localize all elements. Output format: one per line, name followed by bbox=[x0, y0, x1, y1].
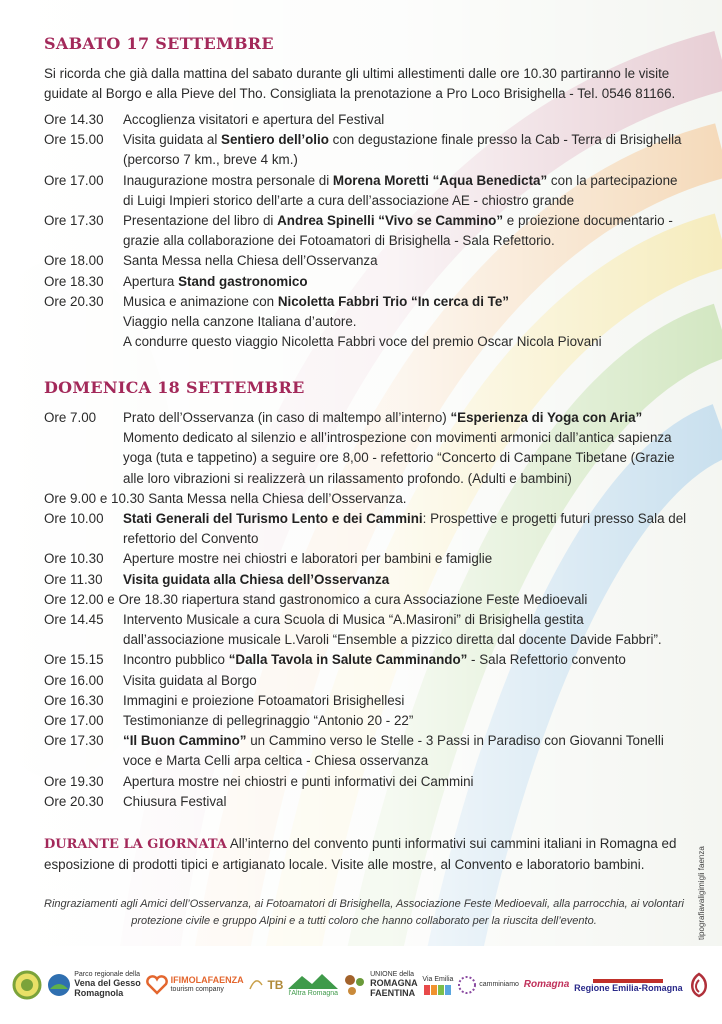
logo-romagna: Romagna bbox=[523, 979, 570, 990]
event-time: Ore 7.00 bbox=[44, 410, 97, 425]
schedule-row bbox=[44, 671, 688, 691]
schedule-row bbox=[44, 130, 688, 170]
event-description: Prato dell’Osservanza (in caso di maltempo all’interno) “Esperienza di Yoga con Aria” Momento dedicato al silenzio e all’introspezione con movimenti armonici dall’antica sapienza yoga (tuta e tappetino) a seguire ore 8,00 - refettorio “Concerto di Campane Tibetane (Grazie alle loro vibrazioni si realizzerà un rilassamento profondo. (Adulti e bambini) bbox=[123, 410, 675, 486]
event-time: Ore 17.00 bbox=[44, 172, 104, 188]
schedule-row bbox=[44, 772, 688, 792]
grid-icon bbox=[424, 985, 452, 995]
event-highlight: “Esperienza di Yoga con Aria” bbox=[450, 410, 643, 425]
event-description: Musica e animazione con Nicoletta Fabbri Trio “In cerca di Te” Viaggio nella canzone Italiana d’autore. A condurre questo viaggio Nicoletta Fabbri voce del premio Oscar Nicola Piovani bbox=[123, 293, 602, 350]
event-highlight: Morena Moretti “Aqua Benedicta” bbox=[332, 172, 548, 188]
event-time: Ore 17.30 bbox=[44, 213, 104, 229]
park-icon bbox=[47, 973, 71, 997]
mountain-icon bbox=[288, 973, 338, 989]
during-text: All’interno del convento punti informativi sui cammini italiani in Romagna ed esposizione di prodotti tipici e artigianato locale. Visite alle mostre, al Convento e laboratorio bambini. bbox=[44, 836, 677, 873]
schedule-row bbox=[44, 408, 688, 489]
logo-unione-romagna-faentina: UNIONE della ROMAGNA FAENTINA bbox=[343, 971, 418, 999]
schedule-row bbox=[44, 711, 688, 731]
schedule-row bbox=[44, 509, 688, 549]
event-time: Ore 15.00 bbox=[44, 132, 104, 148]
sunday-schedule bbox=[44, 408, 688, 812]
event-description: Inaugurazione mostra personale di Morena Moretti “Aqua Benedicta” con la partecipazione di Luigi Impieri storico dell’arte a cura dell’associazione AE - chiostro grande bbox=[123, 172, 678, 208]
badge-icon bbox=[12, 970, 42, 1000]
event-highlight: Sentiero dell’olio bbox=[221, 132, 329, 148]
event-text: Visita guidata al Borgo bbox=[123, 672, 257, 688]
event-time: Ore 18.30 bbox=[44, 273, 104, 289]
schedule-row bbox=[44, 570, 688, 590]
event-time: Ore 19.30 bbox=[44, 773, 104, 789]
event-highlight: Stand gastronomico bbox=[178, 273, 308, 289]
schedule-row bbox=[44, 251, 688, 271]
schedule-row bbox=[44, 590, 688, 610]
regione-bar-icon bbox=[593, 979, 663, 983]
event-text: Apertura mostre nei chiostri e punti informativi dei Cammini bbox=[123, 773, 474, 789]
event-time: Ore 16.00 bbox=[44, 672, 104, 688]
logo-via-emilia: Via Emilia bbox=[422, 976, 453, 995]
event-highlight: “Il Buon Cammino” bbox=[123, 733, 247, 749]
event-text: Testimonianze di pellegrinaggio “Antonio 20 - 22” bbox=[123, 713, 414, 729]
event-time: Ore 20.30 bbox=[44, 793, 104, 809]
logo-vena-del-gesso: Parco regionale della Vena del Gesso Romagnola bbox=[47, 971, 141, 999]
event-time: Ore 16.30 bbox=[44, 692, 104, 708]
event-time: Ore 10.30 bbox=[44, 551, 104, 567]
logo-regione-emilia-romagna: Regione Emilia-Romagna bbox=[574, 979, 683, 992]
event-description: Apertura Stand gastronomico bbox=[123, 273, 308, 289]
event-time: Ore 17.00 bbox=[44, 713, 104, 729]
event-text: Intervento Musicale a cura Scuola di Musica “A.Masironi” di Brisighella gestita dall’associazione musicale L.Varoli “Ensemble a pizzico diretta dal docente Davide Fabbri”. bbox=[123, 612, 662, 648]
schedule-row bbox=[44, 650, 688, 670]
logo-altra-romagna: l'Altra Romagna bbox=[288, 973, 338, 998]
logo-camminiamo: camminiamo bbox=[458, 976, 519, 994]
event-time: Ore 17.30 bbox=[44, 733, 104, 749]
schedule-row bbox=[44, 211, 688, 251]
event-highlight: “Dalla Tavola in Salute Camminando” bbox=[228, 652, 468, 668]
event-time: Ore 20.30 bbox=[44, 293, 104, 309]
event-time: Ore 14.45 bbox=[44, 612, 104, 628]
during-the-day-note bbox=[44, 834, 684, 875]
logo-circle-badge bbox=[12, 970, 42, 1000]
event-highlight: Stati Generali del Turismo Lento e dei Cammini bbox=[123, 511, 423, 527]
event-time: Ore 10.00 bbox=[44, 511, 104, 527]
logo-emblem bbox=[688, 972, 710, 998]
tb-swirl-icon bbox=[248, 975, 264, 995]
schedule-row bbox=[44, 610, 688, 650]
logo-imola-faenza: IFIMOLAFAENZA tourism company bbox=[146, 975, 244, 995]
event-description: Presentazione del libro di Andrea Spinelli “Vivo se Cammino” e proiezione documentario - grazie alla collaborazione dei Fotoamatori di Brisighella - Sala Refettorio. bbox=[123, 213, 673, 249]
schedule-row bbox=[44, 292, 688, 353]
schedule-row bbox=[44, 272, 688, 292]
event-time: Ore 14.30 bbox=[44, 112, 104, 127]
event-highlight: Nicoletta Fabbri Trio “In cerca di Te” bbox=[277, 293, 509, 309]
event-description: Incontro pubblico “Dalla Tavola in Salute Camminando” - Sala Refettorio convento bbox=[123, 652, 626, 668]
schedule-row bbox=[44, 110, 688, 130]
during-lead: DURANTE LA GIORNATA bbox=[44, 837, 227, 852]
schedule-row bbox=[44, 792, 688, 812]
sponsor-logos bbox=[0, 946, 722, 1024]
logo-tb: TB bbox=[248, 975, 283, 995]
sunday-title: DOMENICA 18 SETTEMBRE bbox=[44, 378, 305, 397]
acknowledgements: Ringraziamenti agli Amici dell’Osservanza, ai Fotoamatori di Brisighella, Associazione Feste Medioevali, alla parrocchia, ai volontari protezione civile e gruppo Alpini e a tutti coloro che hanno collaborato per la riuscita dell’evento. bbox=[44, 898, 684, 927]
event-time: Ore 18.00 bbox=[44, 253, 104, 269]
event-time: Ore 11.30 bbox=[44, 571, 103, 587]
event-highlight: Andrea Spinelli “Vivo se Cammino” bbox=[277, 213, 504, 229]
event-text: Ore 9.00 e 10.30 Santa Messa nella Chiesa dell’Osservanza. bbox=[44, 490, 407, 506]
event-text: Immagini e proiezione Fotoamatori Brisighellesi bbox=[123, 692, 405, 708]
dots-icon bbox=[343, 973, 367, 997]
event-description: “Il Buon Cammino” un Cammino verso le Stelle - 3 Passi in Paradiso con Giovanni Tonelli voce e Marta Celli arpa celtica - Chiesa osservanza bbox=[123, 733, 664, 769]
event-highlight: Visita guidata alla Chiesa dell’Osservanza bbox=[123, 571, 390, 587]
schedule-row bbox=[44, 489, 688, 509]
printer-credit: tipografiavaligimigli faenza bbox=[697, 846, 706, 940]
saturday-title: SABATO 17 SETTEMBRE bbox=[44, 34, 274, 53]
event-description: Visita guidata al Sentiero dell’olio con degustazione finale presso la Cab - Terra di Brisighella (percorso 7 km., breve 4 km.) bbox=[123, 132, 682, 168]
event-text: Chiusura Festival bbox=[123, 793, 227, 809]
event-text: Accoglienza visitatori e apertura del Festival bbox=[123, 112, 385, 127]
schedule-row bbox=[44, 731, 688, 771]
saturday-intro: Si ricorda che già dalla mattina del sabato durante gli ultimi allestimenti dalle ore 10.30 partiranno le visite guidate al Borgo e alla Pieve del Tho. Consigliata la prenotazione a Pro Loco Brisighella - Tel. 0546 81166. bbox=[44, 66, 676, 101]
event-text: Ore 12.00 e Ore 18.30 riapertura stand gastronomico a cura Associazione Feste Medioevali bbox=[44, 591, 588, 607]
event-text: Santa Messa nella Chiesa dell’Osservanza bbox=[123, 253, 378, 269]
schedule-row bbox=[44, 549, 688, 569]
event-description: Stati Generali del Turismo Lento e dei Cammini: Prospettive e progetti futuri presso Sala del refettorio del Convento bbox=[123, 511, 687, 547]
event-time: Ore 15.15 bbox=[44, 652, 104, 668]
schedule-row bbox=[44, 691, 688, 711]
event-description bbox=[123, 570, 688, 590]
event-text: Aperture mostre nei chiostri e laboratori per bambini e famiglie bbox=[123, 551, 493, 567]
burst-icon bbox=[458, 976, 476, 994]
heart-icon bbox=[146, 975, 168, 995]
emblem-icon bbox=[688, 972, 710, 998]
schedule-row bbox=[44, 171, 688, 211]
saturday-schedule bbox=[44, 110, 688, 352]
